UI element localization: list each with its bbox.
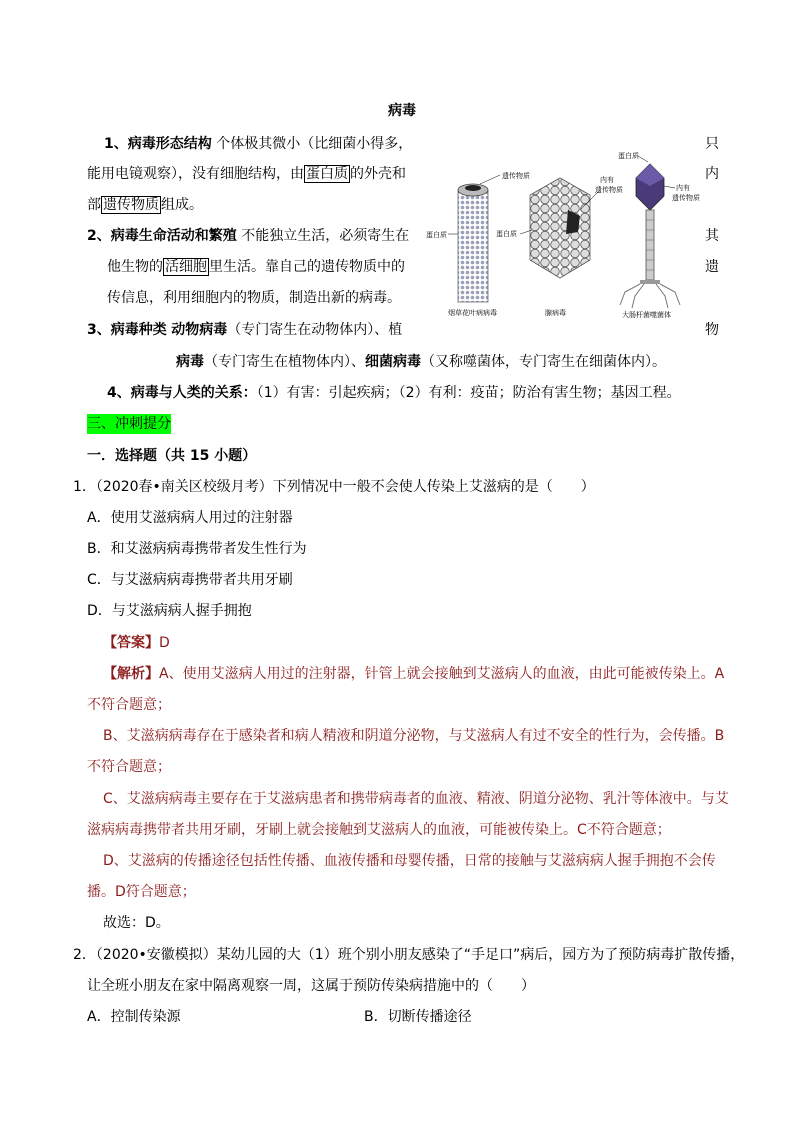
p4-line: [107, 383, 681, 403]
p1-text: 组成。: [161, 197, 203, 213]
p4-heading: 4、病毒与人类的关系：: [107, 385, 257, 401]
p1-heading: 1、病毒形态结构: [104, 136, 212, 152]
p1-text: 部: [87, 197, 101, 213]
p2-line3: 传信息，利用细胞内的物质，制造出新的病毒。: [107, 290, 401, 306]
q1-analysis-line3: B、艾滋病病毒存在于感染者和病人精液和阴道分泌物，与艾滋病人有过不安全的性行为，会传播。B: [103, 728, 725, 744]
p1-line2-right: 内: [705, 166, 719, 182]
q1-option-c: C．与艾滋病病毒携带者共用牙刷: [87, 572, 293, 588]
q2-option-a: A．控制传染源: [87, 1009, 181, 1025]
p2-line1-right: 其: [705, 228, 719, 244]
phage-genetic-label: 遗传物质: [672, 194, 700, 202]
analysis-text: A、使用艾滋病人用过的注射器，针管上就会接触到艾滋病人的血液，由此可能被传染上。A: [159, 666, 725, 682]
p3-text: （专门寄生在动物体内）、植: [227, 322, 403, 338]
adeno-caption: 腺病毒: [545, 309, 566, 317]
p2-line2: [107, 257, 405, 277]
p1-line1: [104, 134, 412, 154]
adeno-protein-label: 蛋白质: [496, 230, 517, 238]
q1-analysis-line6: 滋病病毒携带者共用牙刷，牙刷上就会接触到艾滋病人的血液，可能被传染上。C不符合题意；: [87, 822, 671, 838]
p2-text: 不能独立生活，必须寄生在: [241, 228, 410, 244]
answer-label: 【答案】: [103, 635, 159, 651]
p2-text: 他生物的: [107, 259, 163, 275]
adeno-inner-label: 内有: [600, 176, 614, 184]
p3-line1: [87, 320, 402, 340]
p2-heading: 2、病毒生命活动和繁殖: [87, 228, 237, 244]
q1-analysis-line7: D、艾滋病的传播途径包括性传播、血液传播和母婴传播，日常的接触与艾滋病病人握手拥抱不会传: [103, 853, 716, 869]
genetic-material-boxed-term: 遗传物质: [103, 197, 159, 213]
p3-text: （又称噬菌体，专门寄生在细菌体内）。: [421, 354, 666, 370]
q1-option-d: D．与艾滋病病人握手拥抱: [87, 603, 252, 619]
p1-line2: [87, 164, 406, 184]
p1-line3: [87, 195, 203, 215]
tmv-genetic-label: 遗传物质: [502, 172, 530, 180]
q1-analysis-line1: [103, 664, 724, 684]
tmv-caption: 烟草花叶病病毒: [448, 309, 497, 317]
adenovirus-drawing: [520, 178, 600, 278]
p3-line2: [176, 352, 666, 372]
q1-analysis-line4: 不符合题意；: [87, 759, 171, 775]
p3-line1-right: 物: [705, 322, 719, 338]
page-title: 病毒: [388, 103, 416, 119]
q2-stem-line1: 2．（2020•安徽模拟）某幼儿园的大（1）班个别小朋友感染了“手足口”病后，园方为了预防病毒扩散传播，: [73, 947, 745, 963]
tobacco-mosaic-virus-drawing: [448, 175, 500, 302]
phage-inner-label: 内有: [676, 184, 690, 192]
q1-analysis-line2: 不符合题意；: [87, 697, 171, 713]
p1-text: 个体极其微小（比细菌小得多，: [216, 136, 413, 152]
living-cell-boxed-term: 活细胞: [165, 259, 207, 275]
q1-analysis-line8: 播。D符合题意；: [87, 884, 196, 900]
analysis-label: 【解析】: [103, 666, 159, 682]
phage-protein-label: 蛋白质: [618, 152, 639, 160]
q1-analysis-line5: C、艾滋病病毒主要存在于艾滋病患者和携带病毒者的血液、精液、阴道分泌物、乳汁等体液中。与艾: [103, 791, 729, 807]
q1-option-a: A．使用艾滋病病人用过的注射器: [87, 510, 293, 526]
p2-line2-right: 遗: [705, 259, 719, 275]
p2-line1: [87, 226, 409, 246]
p3-heading: 3、病毒种类: [87, 322, 167, 338]
q2-stem-line2: 让全班小朋友在家中隔离观察一周，这属于预防传染病措施中的（ ）: [87, 978, 535, 994]
bacteriophage-drawing: [620, 156, 680, 308]
p1-line1-right: 只: [705, 136, 719, 152]
p2-text: 里生活。靠自己的遗传物质中的: [209, 259, 405, 275]
adeno-genetic-label: 遗传物质: [595, 186, 623, 194]
plant-virus-term: 病毒: [176, 354, 204, 370]
animal-virus-term: 动物病毒: [171, 322, 228, 338]
q1-conclusion: 故选：D。: [103, 915, 170, 931]
p1-text: 能用电镜观察），没有细胞结构，由: [87, 166, 304, 182]
protein-boxed-term: 蛋白质: [306, 166, 348, 182]
q1-answer: [103, 633, 170, 653]
section-heading: 三、冲刺提分: [87, 416, 171, 432]
p1-text: 的外壳和: [350, 166, 406, 182]
q1-stem: 1．（2020春•南关区校级月考）下列情况中一般不会使人传染上艾滋病的是（ ）: [73, 479, 595, 495]
tmv-protein-label: 蛋白质: [426, 231, 447, 239]
virus-structure-figure: [420, 150, 710, 320]
q1-option-b: B．和艾滋病病毒携带者发生性行为: [87, 541, 307, 557]
phage-caption: 大肠杆菌噬菌体: [622, 311, 671, 319]
answer-value: D: [159, 635, 170, 651]
bacterial-virus-term: 细菌病毒: [365, 354, 421, 370]
q2-option-b: B．切断传播途径: [364, 1009, 472, 1025]
part-heading: 一．选择题（共 15 小题）: [87, 448, 257, 464]
p3-text: （专门寄生在植物体内）、: [204, 354, 365, 370]
p4-text: （1）有害：引起疾病；（2）有利：疫苗；防治有害生物；基因工程。: [256, 385, 681, 401]
